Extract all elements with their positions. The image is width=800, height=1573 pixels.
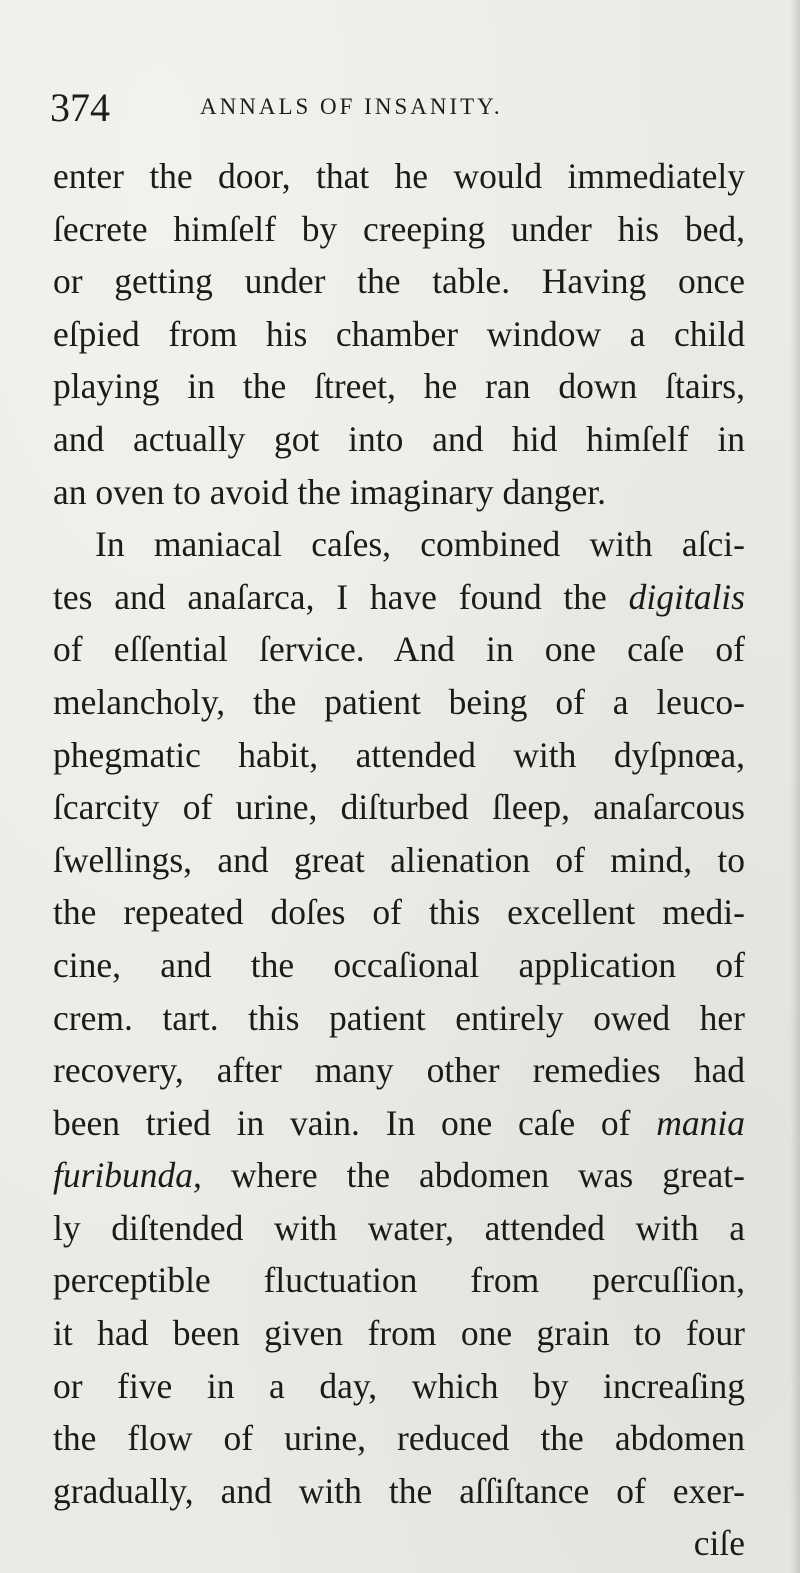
text-line: the repeated doſes of this excellent medi- (53, 892, 745, 933)
italic-term-furibunda: furibunda, (53, 1155, 202, 1196)
text-line: an oven to avoid the imaginary danger. (53, 471, 607, 512)
text-line: enter the door, that he would immediately (53, 156, 745, 196)
text-line: it had been given from one grain to four (53, 1313, 745, 1354)
running-title: ANNALS OF INSANITY. (200, 94, 503, 119)
text-line: gradually, and with the aſſiſtance of exer- (53, 1470, 745, 1511)
text-line: of eſſential ſervice. And in one caſe of (53, 629, 745, 670)
text-line: melancholy, the patient being of a leuco- (53, 681, 745, 722)
text-line: ſecrete himſelf by creeping under his bed, (53, 208, 745, 249)
text-line: recovery, after many other remedies had (53, 1050, 745, 1091)
body-text (53, 150, 745, 1570)
text-line: perceptible fluctuation from percuſſion, (53, 1260, 745, 1301)
text-line: eſpied from his chamber window a child (53, 313, 745, 354)
text-line: ly diſtended with water, attended with a (53, 1207, 745, 1248)
text-line: playing in the ſtreet, he ran down ſtairs, (53, 366, 745, 407)
text-line: or getting under the table. Having once (53, 261, 745, 302)
text-line: phegmatic habit, attended with dyſpnœa, (53, 734, 745, 775)
text-line: ſcarcity of urine, diſturbed ſleep, anaſarcous (53, 787, 745, 828)
text-line (53, 1149, 745, 1202)
paragraph-first-line: In maniacal caſes, combined with aſci- (95, 524, 745, 565)
line-text: where the abdomen was great- (201, 1155, 745, 1196)
text-line: the flow of urine, reduced the abdomen (53, 1418, 745, 1459)
catchword: ciſe (693, 1523, 745, 1564)
page-number: 374 (50, 85, 110, 130)
running-header (50, 84, 750, 136)
line-text: been tried in vain. In one caſe of (53, 1102, 657, 1143)
italic-term-digitalis: digitalis (628, 576, 745, 617)
text-line: ſwellings, and great alienation of mind, to (53, 839, 745, 880)
text-line: crem. tart. this patient entirely owed her (53, 997, 745, 1038)
text-line (53, 1097, 745, 1150)
text-line: or five in a day, which by increaſing (53, 1365, 745, 1406)
text-line: and actually got into and hid himſelf in (53, 418, 745, 459)
text-line (53, 571, 745, 624)
text-line: cine, and the occaſional application of (53, 944, 745, 985)
italic-term-mania: mania (656, 1102, 745, 1143)
page-edge-shadow (790, 0, 800, 1573)
line-text: tes and anaſarca, I have found the (53, 576, 629, 617)
